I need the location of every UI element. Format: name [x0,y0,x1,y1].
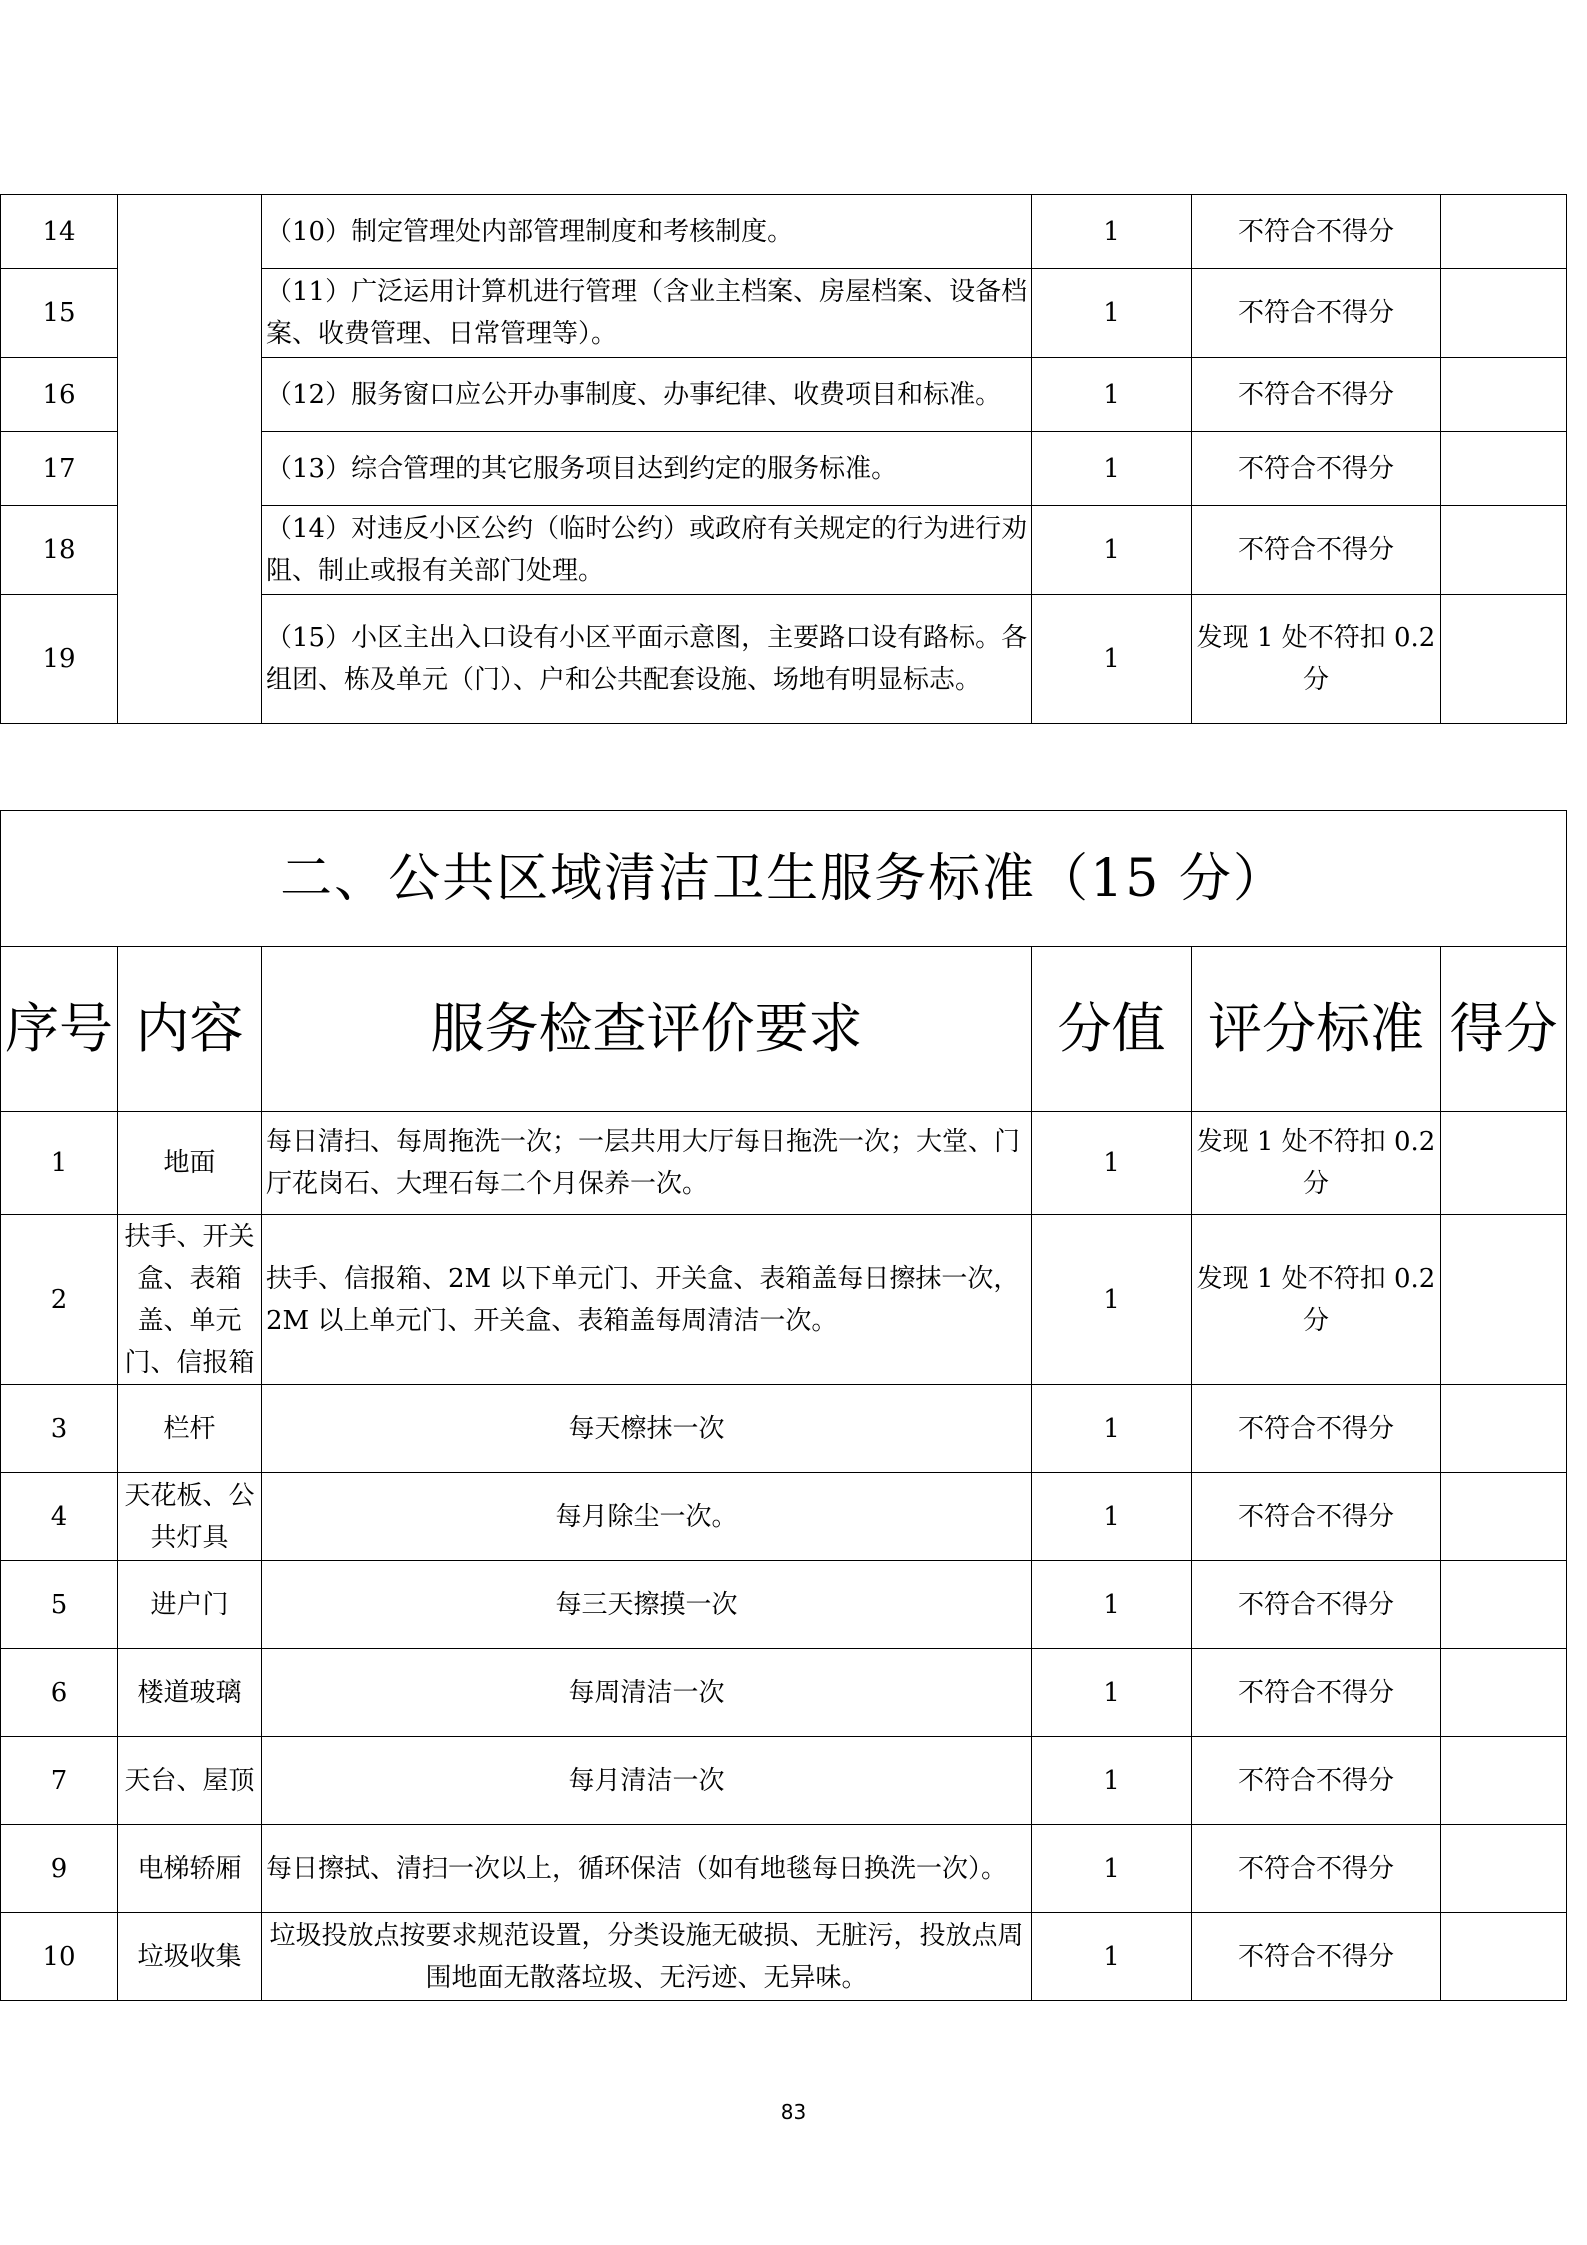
row-number: 19 [1,595,118,724]
requirement-cell: 每三天擦摸一次 [262,1561,1032,1649]
table-row [1,1112,1567,1215]
content-cell: 天台、屋顶 [118,1737,262,1825]
score-cell: 1 [1032,432,1192,506]
score-cell: 1 [1032,195,1192,269]
result-cell [1441,195,1567,269]
score-cell: 1 [1032,1561,1192,1649]
result-cell [1441,1649,1567,1737]
header-score: 分值 [1032,947,1192,1112]
requirement-cell: 每月除尘一次。 [262,1473,1032,1561]
row-number: 7 [1,1737,118,1825]
table-row [1,1561,1567,1649]
result-cell [1441,506,1567,595]
row-number: 5 [1,1561,118,1649]
standard-cell: 不符合不得分 [1192,1913,1441,2001]
header-number: 序号 [1,947,118,1112]
result-cell [1441,1473,1567,1561]
result-cell [1441,595,1567,724]
content-cell: 栏杆 [118,1385,262,1473]
requirement-cell: 每日清扫、每周拖洗一次；一层共用大厅每日拖洗一次；大堂、门厅花岗石、大理石每二个月保养一次。 [262,1112,1032,1215]
section-title-row [1,811,1567,947]
header-result: 得分 [1441,947,1567,1112]
header-standard: 评分标准 [1192,947,1441,1112]
row-number: 6 [1,1649,118,1737]
score-cell: 1 [1032,1649,1192,1737]
content-cell: 电梯轿厢 [118,1825,262,1913]
result-cell [1441,1112,1567,1215]
result-cell [1441,1913,1567,2001]
table-row [1,1737,1567,1825]
content-cell-merged [118,195,262,724]
standard-cell: 发现 1 处不符扣 0.2 分 [1192,595,1441,724]
standard-cell: 不符合不得分 [1192,506,1441,595]
score-cell: 1 [1032,269,1192,358]
standard-cell: 不符合不得分 [1192,1473,1441,1561]
standard-cell: 不符合不得分 [1192,432,1441,506]
result-cell [1441,1825,1567,1913]
table-row [1,1913,1567,2001]
row-number: 9 [1,1825,118,1913]
requirement-cell: （12）服务窗口应公开办事制度、办事纪律、收费项目和标准。 [262,358,1032,432]
header-requirement: 服务检查评价要求 [262,947,1032,1112]
content-cell: 扶手、开关盒、表箱盖、单元门、信报箱 [118,1215,262,1385]
table-row [1,1473,1567,1561]
score-cell: 1 [1032,1112,1192,1215]
row-number: 2 [1,1215,118,1385]
score-cell: 1 [1032,595,1192,724]
standard-cell: 不符合不得分 [1192,195,1441,269]
content-cell: 地面 [118,1112,262,1215]
result-cell [1441,1385,1567,1473]
score-cell: 1 [1032,1913,1192,2001]
standard-cell: 不符合不得分 [1192,269,1441,358]
score-cell: 1 [1032,1825,1192,1913]
table-row [1,1385,1567,1473]
row-number: 1 [1,1112,118,1215]
cleaning-standard-table [0,810,1567,2001]
section-title: 二、公共区域清洁卫生服务标准（15 分） [1,811,1567,947]
row-number: 16 [1,358,118,432]
result-cell [1441,432,1567,506]
standard-cell: 发现 1 处不符扣 0.2 分 [1192,1215,1441,1385]
table-row [1,1825,1567,1913]
requirement-cell: （15）小区主出入口设有小区平面示意图，主要路口设有路标。各组团、栋及单元（门）、户和公共配套设施、场地有明显标志。 [262,595,1032,724]
standard-cell: 不符合不得分 [1192,1385,1441,1473]
top-table [0,194,1567,724]
table-row [1,195,1567,269]
row-number: 3 [1,1385,118,1473]
page-number: 83 [780,2100,807,2124]
header-row [1,947,1567,1112]
header-content: 内容 [118,947,262,1112]
standard-cell: 不符合不得分 [1192,1649,1441,1737]
row-number: 15 [1,269,118,358]
standard-cell: 不符合不得分 [1192,1825,1441,1913]
requirement-cell: （13）综合管理的其它服务项目达到约定的服务标准。 [262,432,1032,506]
score-cell: 1 [1032,1215,1192,1385]
content-cell: 天花板、公共灯具 [118,1473,262,1561]
content-cell: 楼道玻璃 [118,1649,262,1737]
content-cell: 进户门 [118,1561,262,1649]
content-cell: 垃圾收集 [118,1913,262,2001]
score-cell: 1 [1032,1473,1192,1561]
table-row [1,1215,1567,1385]
standard-cell: 不符合不得分 [1192,358,1441,432]
score-cell: 1 [1032,1737,1192,1825]
standard-cell: 发现 1 处不符扣 0.2 分 [1192,1112,1441,1215]
score-cell: 1 [1032,506,1192,595]
score-cell: 1 [1032,1385,1192,1473]
requirement-cell: 扶手、信报箱、2M 以下单元门、开关盒、表箱盖每日擦抹一次，2M 以上单元门、开关盒、表箱盖每周清洁一次。 [262,1215,1032,1385]
result-cell [1441,1737,1567,1825]
row-number: 4 [1,1473,118,1561]
table-row [1,1649,1567,1737]
result-cell [1441,358,1567,432]
result-cell [1441,269,1567,358]
standard-cell: 不符合不得分 [1192,1737,1441,1825]
result-cell [1441,1215,1567,1385]
requirement-cell: 每日擦拭、清扫一次以上，循环保洁（如有地毯每日换洗一次）。 [262,1825,1032,1913]
row-number: 10 [1,1913,118,2001]
requirement-cell: 每周清洁一次 [262,1649,1032,1737]
requirement-cell: 垃圾投放点按要求规范设置，分类设施无破损、无脏污，投放点周围地面无散落垃圾、无污迹、无异味。 [262,1913,1032,2001]
requirement-cell: （10）制定管理处内部管理制度和考核制度。 [262,195,1032,269]
row-number: 14 [1,195,118,269]
requirement-cell: 每天檫抹一次 [262,1385,1032,1473]
standard-cell: 不符合不得分 [1192,1561,1441,1649]
requirement-cell: 每月清洁一次 [262,1737,1032,1825]
requirement-cell: （14）对违反小区公约（临时公约）或政府有关规定的行为进行劝阻、制止或报有关部门处理。 [262,506,1032,595]
requirement-cell: （11）广泛运用计算机进行管理（含业主档案、房屋档案、设备档案、收费管理、日常管理等）。 [262,269,1032,358]
row-number: 17 [1,432,118,506]
result-cell [1441,1561,1567,1649]
row-number: 18 [1,506,118,595]
score-cell: 1 [1032,358,1192,432]
